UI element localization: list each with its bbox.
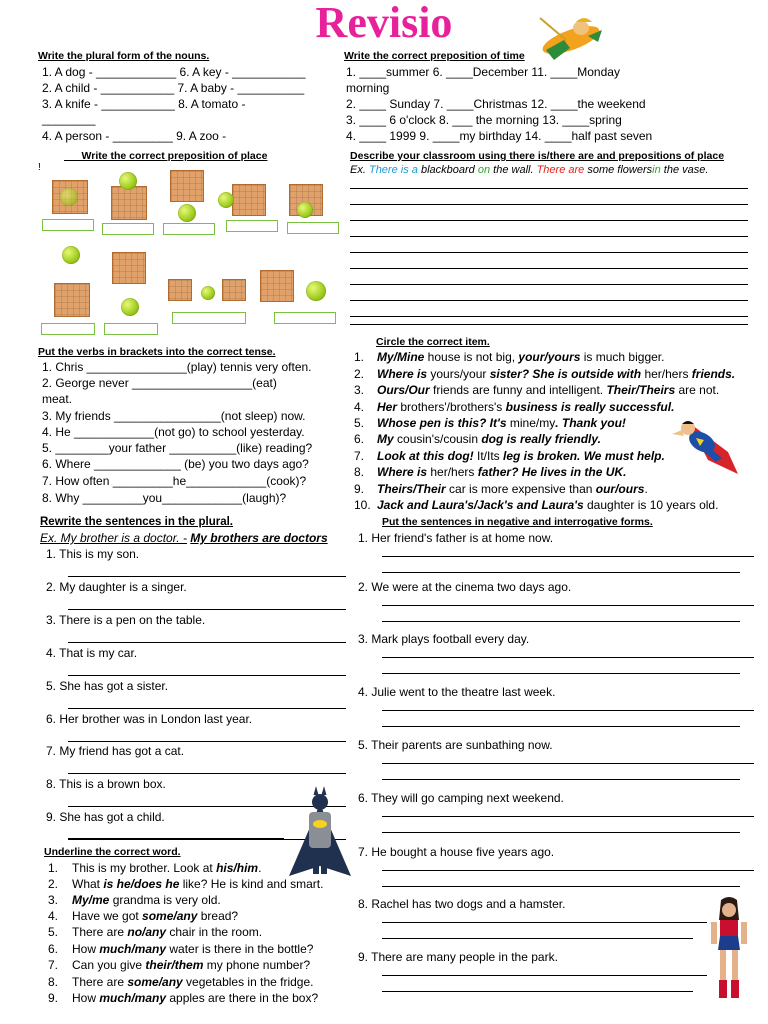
box — [222, 279, 246, 301]
time-line: 3. ____ 6 o'clock 8. ___ the morning 13. ____spring — [346, 113, 622, 127]
tense-line: 4. He ____________(not go) to school yesterday. — [42, 425, 305, 439]
item-text: car is more expensive than — [445, 482, 596, 496]
answer-line[interactable] — [382, 816, 754, 817]
answer-line[interactable] — [382, 870, 754, 871]
rewrite-item: 2. My daughter is a singer. — [46, 580, 187, 594]
item-text: There are — [72, 925, 128, 939]
item-number: 4. — [354, 400, 365, 414]
choice-option[interactable]: much/many — [99, 991, 167, 1005]
underline-heading: Underline the correct word. — [44, 846, 181, 858]
underline-item — [48, 892, 221, 908]
neg-item: 3. Mark plays football every day. — [358, 632, 530, 646]
item-text: yours/your — [430, 367, 487, 381]
item-text: friends are funny and intelligent. — [429, 383, 607, 397]
answer-box[interactable] — [274, 312, 336, 324]
choice-option[interactable]: My/me — [72, 893, 110, 907]
rewrite-item: 6. Her brother was in London last year. — [46, 712, 253, 726]
item-number: 3. — [354, 383, 365, 397]
tense-heading: Put the verbs in brackets into the correct tense. — [38, 346, 276, 358]
item-number: 7. — [354, 449, 365, 463]
underline-item — [48, 876, 323, 892]
item-number: 4. — [48, 909, 59, 923]
item-text: . — [258, 861, 262, 875]
answer-line[interactable] — [68, 773, 346, 774]
example-prefix: Ex. — [350, 164, 366, 176]
underline-item — [48, 957, 310, 973]
example-answer: My brothers are doctors — [190, 531, 328, 545]
plural-line: 2. A child - ___________ 7. A baby - __________ — [42, 81, 305, 95]
answer-line[interactable] — [68, 609, 346, 610]
choice-option[interactable]: Jack and Laura's/Jack's and Laura's — [377, 498, 584, 512]
answer-line[interactable] — [68, 708, 346, 709]
answer-line[interactable] — [382, 763, 754, 764]
answer-line[interactable] — [382, 832, 740, 833]
ball — [62, 246, 80, 264]
item-text: Can you give — [72, 958, 146, 972]
item-text: vegetables in the fridge. — [182, 975, 314, 989]
item-text: are not. — [675, 383, 720, 397]
answer-line[interactable] — [68, 741, 346, 742]
item-number: 5. — [354, 416, 365, 430]
there-is: There is a — [368, 164, 418, 176]
item-number: 2. — [354, 367, 365, 381]
choice-option[interactable]: some/any — [127, 975, 183, 989]
box — [54, 283, 90, 317]
tense-line: 1. Chris _______________(play) tennis very often. — [42, 360, 312, 374]
choice-option[interactable]: . Thank you! — [555, 416, 626, 430]
superman-image — [668, 412, 748, 482]
time-line: 2. ____ Sunday 7. ____Christmas 12. ____the weekend — [346, 97, 646, 111]
underline-item — [48, 860, 261, 876]
tense-line: meat. — [42, 392, 73, 406]
circle-item — [354, 448, 665, 464]
circle-item — [354, 464, 626, 480]
item-text: mine/my — [509, 416, 556, 430]
answer-box[interactable] — [102, 223, 154, 235]
ball — [218, 192, 234, 208]
choice-option[interactable]: much/many — [99, 942, 167, 956]
item-text: This is my brother. Look at — [72, 861, 217, 875]
choice-option[interactable]: Theirs/Their — [377, 482, 446, 496]
circle-item — [354, 382, 719, 398]
item-text: bread? — [197, 909, 239, 923]
item-number: 7. — [48, 958, 59, 972]
item-text: brothers'/brothers's — [400, 400, 503, 414]
item-text: grandma is very old. — [109, 893, 221, 907]
answer-line[interactable] — [382, 572, 740, 573]
box — [112, 252, 146, 284]
neg-item: 1. Her friend's father is at home now. — [358, 531, 554, 545]
item-text: her/hers — [430, 465, 475, 479]
item-text: There are — [72, 975, 128, 989]
tense-line: 3. My friends ________________(not sleep) now. — [42, 409, 306, 423]
time-line: morning — [346, 81, 390, 95]
item-text: cousin's/cousin — [397, 432, 479, 446]
circle-item — [354, 431, 601, 447]
choice-option[interactable]: sister? She is outside with — [486, 367, 645, 381]
box — [232, 184, 266, 216]
item-number: 10. — [354, 498, 371, 512]
there-are: There are — [536, 164, 585, 176]
choice-option[interactable]: no/any — [127, 925, 167, 939]
neg-item: 6. They will go camping next weekend. — [358, 791, 564, 805]
circle-item — [354, 481, 648, 497]
neg-item: 2. We were at the cinema two days ago. — [358, 580, 572, 594]
rewrite-item: 9. She has got a child. — [46, 810, 165, 824]
item-text: my phone number? — [203, 958, 311, 972]
choice-option[interactable]: Whose pen is this? It's — [377, 416, 510, 430]
box — [260, 270, 294, 302]
ball — [121, 298, 139, 316]
choice-option[interactable]: business is really successful. — [502, 400, 675, 414]
neg-item: 4. Julie went to the theatre last week. — [358, 685, 556, 699]
tense-line: 8. Why _________you____________(laugh)? — [42, 491, 287, 505]
item-number: 9. — [48, 991, 59, 1005]
choice-option[interactable]: is he/does he — [103, 877, 180, 891]
plural-heading: Write the plural form of the nouns. — [38, 50, 210, 62]
plural-line: ________ — [42, 112, 96, 126]
underline-item — [48, 908, 238, 924]
rewrite-item: 8. This is a brown box. — [46, 777, 166, 791]
answer-line[interactable] — [382, 922, 707, 923]
choice-option[interactable]: My/Mine — [377, 350, 425, 364]
rewrite-item: 1. This is my son. — [46, 547, 140, 561]
rewrite-example — [40, 530, 328, 546]
answer-line[interactable] — [382, 726, 740, 727]
rewrite-item: 7. My friend has got a cat. — [46, 744, 185, 758]
item-number: 8. — [354, 465, 365, 479]
choice-option[interactable]: Her — [377, 400, 401, 414]
place-heading: ___Write the correct preposition of place — [64, 150, 268, 162]
box — [170, 170, 204, 202]
answer-line[interactable] — [382, 975, 707, 976]
tense-line: 6. Where _____________ (be) you two days ago? — [42, 457, 309, 471]
neg-item: 9. There are many people in the park. — [358, 950, 558, 964]
tense-line: 7. How often _________he____________(cook)? — [42, 474, 307, 488]
item-number: 1. — [354, 350, 365, 364]
answer-line[interactable] — [382, 556, 754, 557]
answer-line[interactable] — [382, 938, 693, 939]
answer-box[interactable] — [163, 223, 215, 235]
example-text: blackboard — [420, 164, 475, 176]
answer-box[interactable] — [42, 219, 94, 231]
time-heading: Write the correct preposition of time — [344, 50, 525, 62]
item-text: her/hers — [644, 367, 689, 381]
worksheet-title: Revisio — [315, 0, 453, 47]
item-text: How — [72, 942, 100, 956]
ball — [60, 188, 78, 206]
choice-option[interactable]: your/yours — [518, 350, 581, 364]
classroom-example — [350, 162, 708, 178]
tense-line: 2. George never __________________(eat) — [42, 376, 277, 390]
ball — [178, 204, 196, 222]
item-number: 8. — [48, 975, 59, 989]
underline-item — [48, 990, 318, 1006]
rewrite-heading: Rewrite the sentences in the plural. — [40, 516, 233, 528]
ball — [201, 286, 215, 300]
item-number: 6. — [48, 942, 59, 956]
circle-item — [354, 349, 664, 365]
place-marker: ! — [38, 162, 41, 173]
rewrite-item: 5. She has got a sister. — [46, 679, 169, 693]
example-text: Ex. My brother is a doctor. - — [40, 531, 187, 545]
rewrite-item: 3. There is a pen on the table. — [46, 613, 206, 627]
example-text: the vase. — [663, 164, 709, 176]
time-line: 4. ____ 1999 9. ____my birthday 14. ____half past seven — [346, 129, 653, 143]
item-number: 5. — [48, 925, 59, 939]
answer-line[interactable] — [382, 621, 740, 622]
choice-option[interactable]: dog is really friendly. — [478, 432, 601, 446]
neg-item: 7. He bought a house five years ago. — [358, 845, 555, 859]
choice-option[interactable]: Their/Theirs — [606, 383, 676, 397]
answer-line[interactable] — [382, 605, 754, 606]
batman-image — [283, 786, 357, 882]
answer-line[interactable] — [382, 657, 754, 658]
answer-line[interactable] — [382, 710, 754, 711]
item-text: Have we got — [72, 909, 143, 923]
answer-line[interactable] — [68, 576, 346, 577]
ball — [306, 281, 326, 301]
choice-option[interactable]: leg is broken. We must help. — [499, 449, 665, 463]
plural-line: 3. A knife - ___________ 8. A tomato - — [42, 97, 246, 111]
item-number: 3. — [48, 893, 59, 907]
plural-line: 4. A person - _________ 9. A zoo - — [42, 129, 227, 143]
choice-option[interactable]: Ours/Our — [377, 383, 430, 397]
answer-line[interactable] — [68, 838, 284, 839]
plural-line: 1. A dog - ____________ 6. A key - ___________ — [42, 65, 306, 79]
item-number: 9. — [354, 482, 365, 496]
item-text: apples are there in the box? — [166, 991, 319, 1005]
answer-box[interactable] — [104, 323, 158, 335]
choice-option[interactable]: friends. — [688, 367, 736, 381]
answer-line[interactable] — [382, 673, 740, 674]
tense-line: 5. ________your father __________(like) reading? — [42, 441, 313, 455]
item-text: What — [72, 877, 104, 891]
wonder-woman-image — [707, 896, 751, 1002]
circle-heading: Circle the correct item. — [376, 336, 490, 348]
item-number: 6. — [354, 432, 365, 446]
choice-option[interactable]: My — [377, 432, 398, 446]
neg-heading: Put the sentences in negative and interrogative forms. — [382, 516, 653, 528]
answer-box[interactable] — [172, 312, 246, 324]
choice-option[interactable]: our/ours — [595, 482, 645, 496]
classroom-heading: Describe your classroom using there is/there are and prepositions of place — [350, 150, 725, 162]
item-number: 2. — [48, 877, 59, 891]
ball — [119, 172, 137, 190]
circle-item — [354, 415, 626, 431]
item-text: chair in the room. — [166, 925, 263, 939]
choice-option[interactable]: their/them — [145, 958, 204, 972]
answer-box[interactable] — [287, 222, 339, 234]
rewrite-item: 4. That is my car. — [46, 646, 138, 660]
item-text: is much bigger. — [580, 350, 665, 364]
item-number: 1. — [48, 861, 59, 875]
choice-option[interactable]: father? He lives in the UK. — [474, 465, 627, 479]
neg-item: 5. Their parents are sunbathing now. — [358, 738, 553, 752]
choice-option[interactable]: Where is — [377, 465, 431, 479]
underline-item — [48, 941, 313, 957]
answer-line[interactable] — [68, 642, 346, 643]
item-text: . — [644, 482, 648, 496]
choice-option[interactable]: his/him — [216, 861, 259, 875]
choice-option[interactable]: Look at this dog! — [377, 449, 477, 463]
item-text: How — [72, 991, 100, 1005]
circle-item — [354, 399, 674, 415]
item-text: house is not big, — [424, 350, 519, 364]
answer-box[interactable] — [41, 323, 95, 335]
neg-item: 8. Rachel has two dogs and a hamster. — [358, 897, 566, 911]
answer-line[interactable] — [382, 991, 693, 992]
box — [111, 186, 147, 220]
circle-item — [354, 366, 735, 382]
answer-box[interactable] — [226, 220, 278, 232]
preposition-on: on — [477, 164, 491, 176]
example-text: some flowers — [587, 164, 653, 176]
example-text: the wall. — [493, 164, 534, 176]
preposition-in: in — [652, 164, 661, 176]
item-text: daughter is 10 years old. — [583, 498, 719, 512]
time-line: 1. ____summer 6. ____December 11. ____Monday — [346, 65, 620, 79]
box — [168, 279, 192, 301]
aquaman-image — [536, 10, 606, 68]
item-text: like? He is kind and smart. — [179, 877, 324, 891]
answer-line[interactable] — [68, 675, 346, 676]
answer-line[interactable] — [382, 779, 740, 780]
circle-item — [354, 497, 718, 513]
choice-option[interactable]: some/any — [142, 909, 198, 923]
answer-line[interactable] — [382, 886, 740, 887]
ball — [297, 202, 313, 218]
choice-option[interactable]: Where is — [377, 367, 431, 381]
item-text: It/Its — [477, 449, 500, 463]
underline-item — [48, 974, 313, 990]
underline-item — [48, 924, 262, 940]
item-text: water is there in the bottle? — [166, 942, 314, 956]
